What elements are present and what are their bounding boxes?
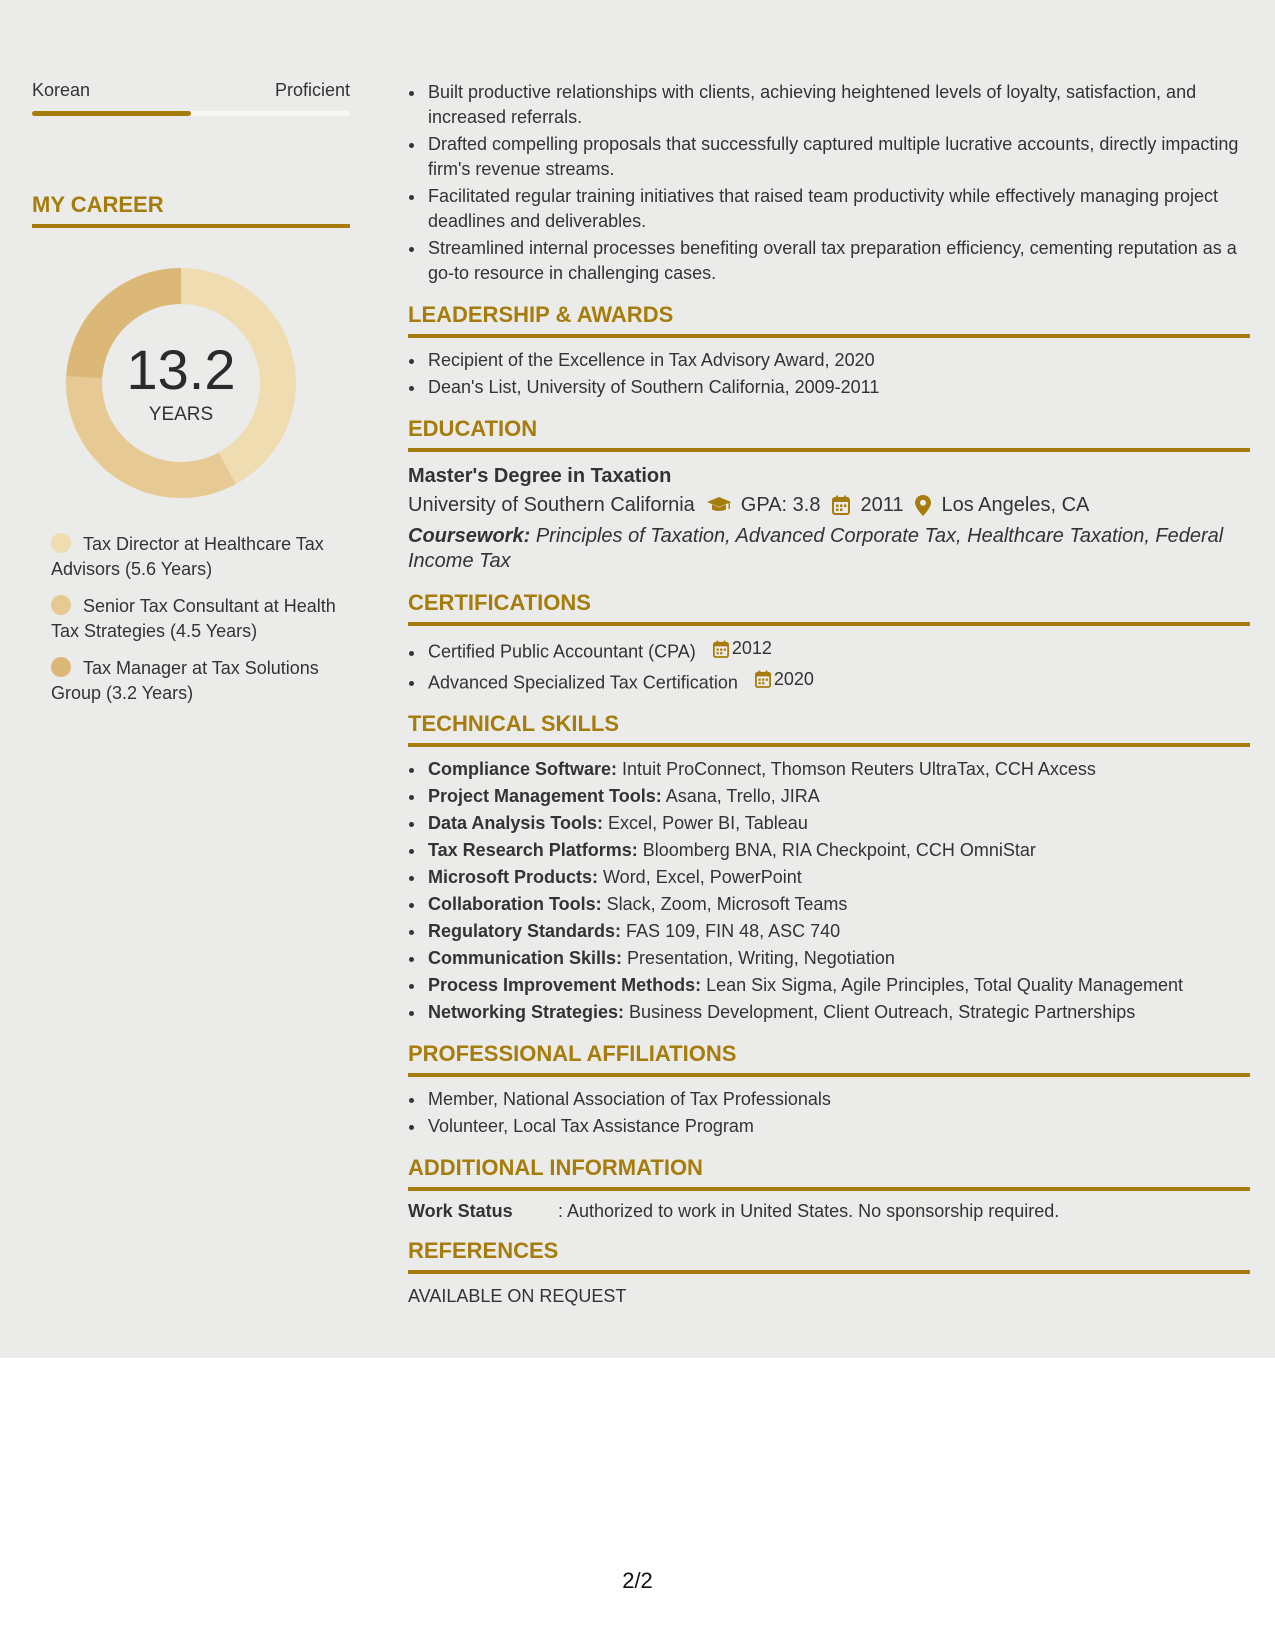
additional-info-heading: ADDITIONAL INFORMATION <box>408 1155 1250 1191</box>
career-item <box>32 594 341 644</box>
coursework-list: Principles of Taxation, Advanced Corporate Tax, Healthcare Taxation, Federal Income Tax <box>408 525 1224 572</box>
language-level-bar <box>32 111 350 116</box>
skill-item <box>426 892 1250 917</box>
calendar-icon <box>755 670 771 688</box>
certification-name: Advanced Specialized Tax Certification <box>428 672 738 692</box>
career-item-text: Senior Tax Consultant at Health Tax Strategies (4.5 Years) <box>51 596 336 641</box>
school-location: Los Angeles, CA <box>941 494 1090 516</box>
coursework <box>408 524 1250 574</box>
list-item: • Dean's List, University of Southern California, 2009-2011 <box>426 375 1250 400</box>
career-dot <box>51 533 71 553</box>
work-status-value: : Authorized to work in United States. No sponsorship required. <box>558 1201 1060 1221</box>
career-dot <box>51 595 71 615</box>
language-name: Korean <box>32 80 91 100</box>
skill-item <box>426 973 1250 998</box>
list-item: • Facilitated regular training initiatives that raised team productivity while effectively managing project deadlines and deliverables. <box>426 184 1250 234</box>
list-item <box>426 667 1250 696</box>
experience-bullets <box>408 80 1250 286</box>
page-number: 2/2 <box>622 1568 653 1593</box>
skill-item <box>426 1000 1250 1025</box>
list-item: • Recipient of the Excellence in Tax Advisory Award, 2020 <box>426 348 1250 373</box>
references-text: AVAILABLE ON REQUEST <box>408 1286 627 1306</box>
total-years-unit: YEARS <box>148 404 214 425</box>
skill-value: Word, Excel, PowerPoint <box>598 867 802 887</box>
language-level-fill <box>32 111 191 116</box>
list-item: • Member, National Association of Tax Professionals <box>426 1087 1250 1112</box>
calendar-icon <box>832 495 850 515</box>
graduation-year: 2011 <box>860 494 904 516</box>
skill-value: Asana, Trello, JIRA <box>661 786 820 806</box>
career-item <box>32 532 341 582</box>
references-heading: REFERENCES <box>408 1238 1250 1274</box>
skill-label: Microsoft Products: <box>428 867 599 887</box>
certifications-list <box>408 636 1250 695</box>
calendar-icon <box>713 640 729 658</box>
skill-label: Process Improvement Methods: <box>428 975 702 995</box>
skill-label: Communication Skills: <box>428 948 623 968</box>
career-item-text: Tax Director at Healthcare Tax Advisors (5.6 Years) <box>51 534 324 579</box>
affiliations-list <box>408 1087 1250 1139</box>
main-column <box>408 80 1250 1307</box>
skill-item <box>426 757 1250 782</box>
list-item: • Volunteer, Local Tax Assistance Program <box>426 1114 1250 1139</box>
list-item: • Built productive relationships with clients, achieving heightened levels of loyalty, satisfaction, and increased referrals. <box>426 80 1250 130</box>
career-heading: MY CAREER <box>32 192 350 228</box>
coursework-label: Coursework: <box>408 525 531 547</box>
skill-label: Tax Research Platforms: <box>428 840 638 860</box>
career-donut-chart <box>66 268 296 498</box>
career-legend <box>32 532 350 706</box>
skill-label: Compliance Software: <box>428 759 618 779</box>
skills-heading: TECHNICAL SKILLS <box>408 711 1250 747</box>
skill-label: Project Management Tools: <box>428 786 662 806</box>
sidebar <box>32 80 350 718</box>
skill-label: Networking Strategies: <box>428 1002 625 1022</box>
work-status-label: Work Status <box>408 1201 513 1221</box>
certification-year: 2020 <box>773 668 814 689</box>
skill-value: Lean Six Sigma, Agile Principles, Total Quality Management <box>701 975 1183 995</box>
skill-item <box>426 784 1250 809</box>
graduation-cap-icon <box>707 496 731 514</box>
leadership-heading: LEADERSHIP & AWARDS <box>408 302 1250 338</box>
language-level: Proficient <box>274 80 350 100</box>
certification-name: Certified Public Accountant (CPA) <box>428 641 696 662</box>
school-name: University of Southern California <box>408 494 695 516</box>
education-heading: EDUCATION <box>408 416 1250 452</box>
skill-item <box>426 919 1250 944</box>
skill-label: Regulatory Standards: <box>428 921 622 941</box>
certification-year: 2012 <box>731 638 772 658</box>
skills-list <box>408 757 1250 1025</box>
map-pin-icon <box>915 495 931 516</box>
language-row <box>32 80 350 101</box>
education-details <box>408 490 1250 520</box>
skill-item <box>426 838 1250 863</box>
skill-value: Intuit ProConnect, Thomson Reuters UltraTax, CCH Axcess <box>617 759 1096 779</box>
skill-item <box>426 811 1250 836</box>
skill-value: Bloomberg BNA, RIA Checkpoint, CCH OmniStar <box>637 840 1036 860</box>
skill-value: Slack, Zoom, Microsoft Teams <box>601 894 848 914</box>
gpa-value: GPA: 3.8 <box>740 494 821 516</box>
affiliations-heading: PROFESSIONAL AFFILIATIONS <box>408 1041 1250 1077</box>
career-item-text: Tax Manager at Tax Solutions Group (3.2 Years) <box>51 658 319 703</box>
skill-value: Business Development, Client Outreach, Strategic Partnerships <box>624 1002 1136 1022</box>
list-item: • Drafted compelling proposals that successfully captured multiple lucrative accounts, directly impacting firm's revenue streams. <box>426 132 1250 182</box>
skill-value: FAS 109, FIN 48, ASC 740 <box>621 921 841 941</box>
skill-label: Data Analysis Tools: <box>428 813 604 833</box>
career-item <box>32 656 341 706</box>
career-dot <box>51 657 71 677</box>
skill-item <box>426 946 1250 971</box>
list-item: • Streamlined internal processes benefiting overall tax preparation efficiency, cementing reputation as a go-to resource in challenging cases. <box>426 236 1250 286</box>
skill-item <box>426 865 1250 890</box>
leadership-list <box>408 348 1250 400</box>
degree-title: Master's Degree in Taxation <box>408 465 672 487</box>
list-item <box>426 636 1250 665</box>
skill-value: Excel, Power BI, Tableau <box>603 813 808 833</box>
total-years-value: 13.2 <box>126 338 236 401</box>
work-status-row <box>408 1201 1250 1222</box>
skill-value: Presentation, Writing, Negotiation <box>622 948 895 968</box>
skill-label: Collaboration Tools: <box>428 894 602 914</box>
certifications-heading: CERTIFICATIONS <box>408 590 1250 626</box>
